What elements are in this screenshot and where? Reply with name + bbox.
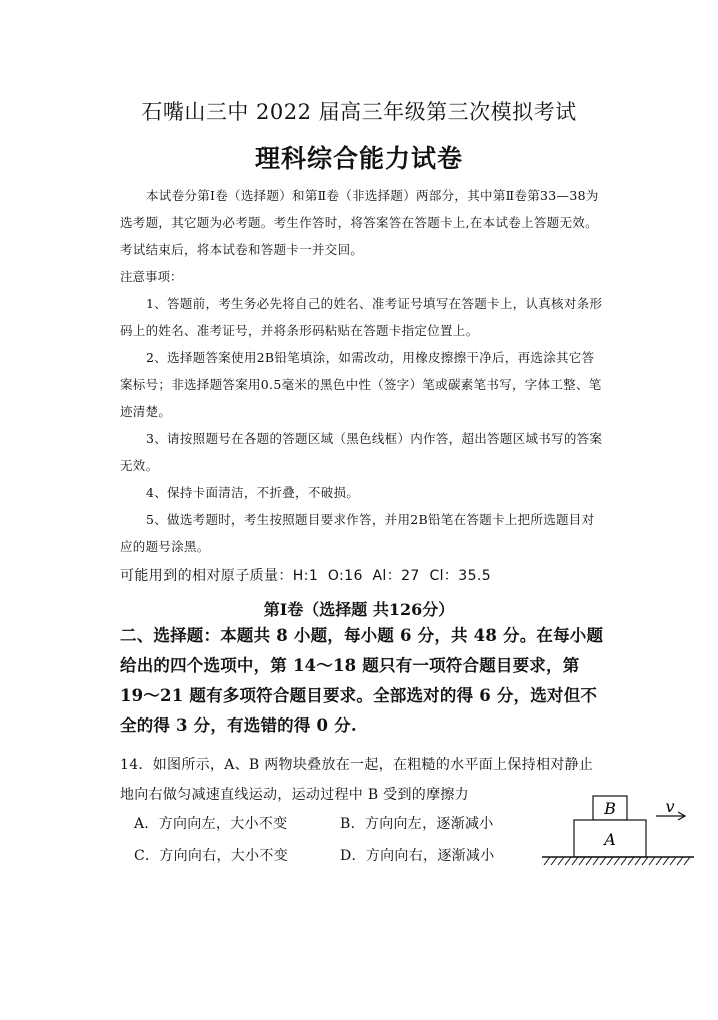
block-b-label: B xyxy=(604,799,616,818)
exam-title: 石嘴山三中 2022 届高三年级第三次模拟考试 xyxy=(141,100,577,124)
note-item-5: 5、做选考题时，考生按照题目要求作答，并用2B铅笔在答题卡上把所选题目对应的题号涂黑。 xyxy=(120,512,595,554)
question-14-figure xyxy=(538,790,698,870)
note-item-2: 2、选择题答案使用2B铅笔填涂，如需改动，用橡皮擦擦干净后，再选涂其它答案标号；非选择题答案用0.5毫米的黑色中性（签字）笔或碳素笔书写，字体工整、笔迹清楚。 xyxy=(120,350,602,419)
question-14-option-b: B．方向向左，逐渐减小 xyxy=(340,816,494,832)
question-14-option-c: C．方向向右，大小不变 xyxy=(134,848,289,864)
question-14-option-d: D．方向向右，逐渐减小 xyxy=(340,848,495,864)
section-instructions: 二、选择题：本题共 8 小题，每小题 6 分，共 48 分。在每小题给出的四个选项中，第 14～18 题只有一项符合题目要求，第 19～21 题有多项符合题目要求。全部选对的得 6 分，选对但不全的得 3 分，有选错的得 0 分. xyxy=(120,626,604,735)
note-item-3: 3、请按照题号在各题的答题区域（黑色线框）内作答，超出答题区域书写的答案无效。 xyxy=(120,431,603,473)
notes-heading: 注意事项： xyxy=(120,269,183,284)
atomic-masses: 可能用到的相对原子质量：H:1 O:16 Al：27 Cl：35.5 xyxy=(120,568,492,584)
question-14-option-a: A．方向向左，大小不变 xyxy=(134,816,288,832)
note-item-4: 4、保持卡面清洁，不折叠，不破损。 xyxy=(146,485,360,500)
intro-paragraph: 本试卷分第Ⅰ卷（选择题）和第Ⅱ卷（非选择题）两部分，其中第Ⅱ卷第33—38为选考题，其它题为必考题。考生作答时，将答案答在答题卡上,在本试卷上答题无效。考试结束后，将本试卷和答题卡一并交回。 xyxy=(120,188,599,257)
question-14-stem: 14．如图所示，A、B 两物块叠放在一起，在粗糙的水平面上保持相对静止地向右做匀减速直线运动，运动过程中 B 受到的摩擦力 xyxy=(120,757,594,803)
velocity-label: v xyxy=(665,797,675,816)
exam-subtitle: 理科综合能力试卷 xyxy=(254,144,463,173)
ground-hatching xyxy=(544,857,690,865)
note-item-1: 1、答题前，考生务必先将自己的姓名、准考证号填写在答题卡上，认真核对条形码上的姓名、准考证号，并将条形码粘贴在答题卡指定位置上。 xyxy=(120,296,603,338)
section-title: 第Ⅰ卷（选择题 共126分） xyxy=(263,600,455,619)
block-a-label: A xyxy=(604,830,616,849)
